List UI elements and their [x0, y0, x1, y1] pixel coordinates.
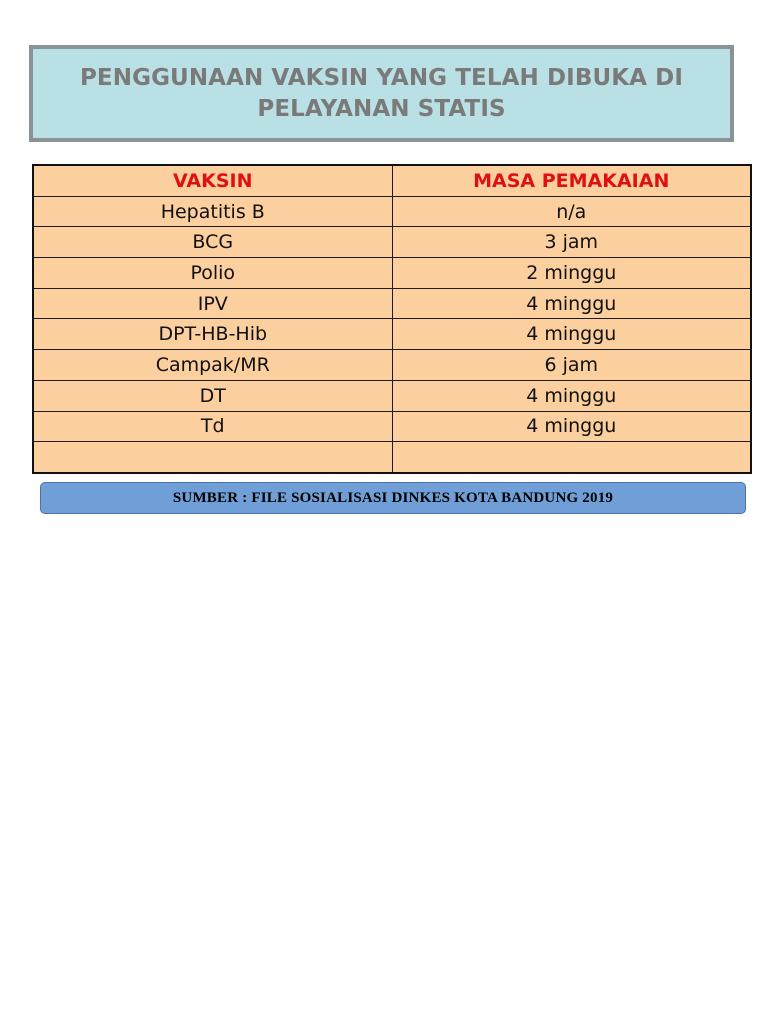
- cell-masa: 4 minggu: [392, 288, 751, 319]
- cell-masa: 3 jam: [392, 227, 751, 258]
- table-row: [33, 227, 751, 258]
- cell-masa: 4 minggu: [392, 380, 751, 411]
- table-row: [33, 288, 751, 319]
- title-line-2: PELAYANAN STATIS: [257, 95, 506, 122]
- cell-masa: 4 minggu: [392, 411, 751, 442]
- title-line-1: PENGGUNAAN VAKSIN YANG TELAH DIBUKA DI: [79, 64, 684, 91]
- cell-vaksin: DPT-HB-Hib: [33, 319, 392, 350]
- cell-vaksin: Hepatitis B: [33, 196, 392, 227]
- source-text: SUMBER : FILE SOSIALISASI DINKES KOTA BANDUNG 2019: [172, 489, 614, 506]
- table-row: [33, 350, 751, 381]
- cell-masa: [392, 442, 751, 473]
- header-masa-pemakaian: MASA PEMAKAIAN: [392, 165, 751, 196]
- cell-vaksin: IPV: [33, 288, 392, 319]
- title-banner: [29, 45, 734, 142]
- table-row: [33, 258, 751, 289]
- cell-masa: 6 jam: [392, 350, 751, 381]
- cell-vaksin: DT: [33, 380, 392, 411]
- cell-masa: 2 minggu: [392, 258, 751, 289]
- table-row-empty: [33, 442, 751, 473]
- table-row: [33, 196, 751, 227]
- table-row: [33, 411, 751, 442]
- cell-vaksin: Campak/MR: [33, 350, 392, 381]
- table-row: [33, 380, 751, 411]
- cell-masa: 4 minggu: [392, 319, 751, 350]
- cell-masa: n/a: [392, 196, 751, 227]
- table-header-row: [33, 165, 751, 196]
- header-vaksin: VAKSIN: [33, 165, 392, 196]
- cell-vaksin: Polio: [33, 258, 392, 289]
- vaccine-table: [32, 164, 752, 474]
- cell-vaksin: Td: [33, 411, 392, 442]
- table-row: [33, 319, 751, 350]
- cell-vaksin: [33, 442, 392, 473]
- cell-vaksin: BCG: [33, 227, 392, 258]
- source-banner: [40, 482, 746, 514]
